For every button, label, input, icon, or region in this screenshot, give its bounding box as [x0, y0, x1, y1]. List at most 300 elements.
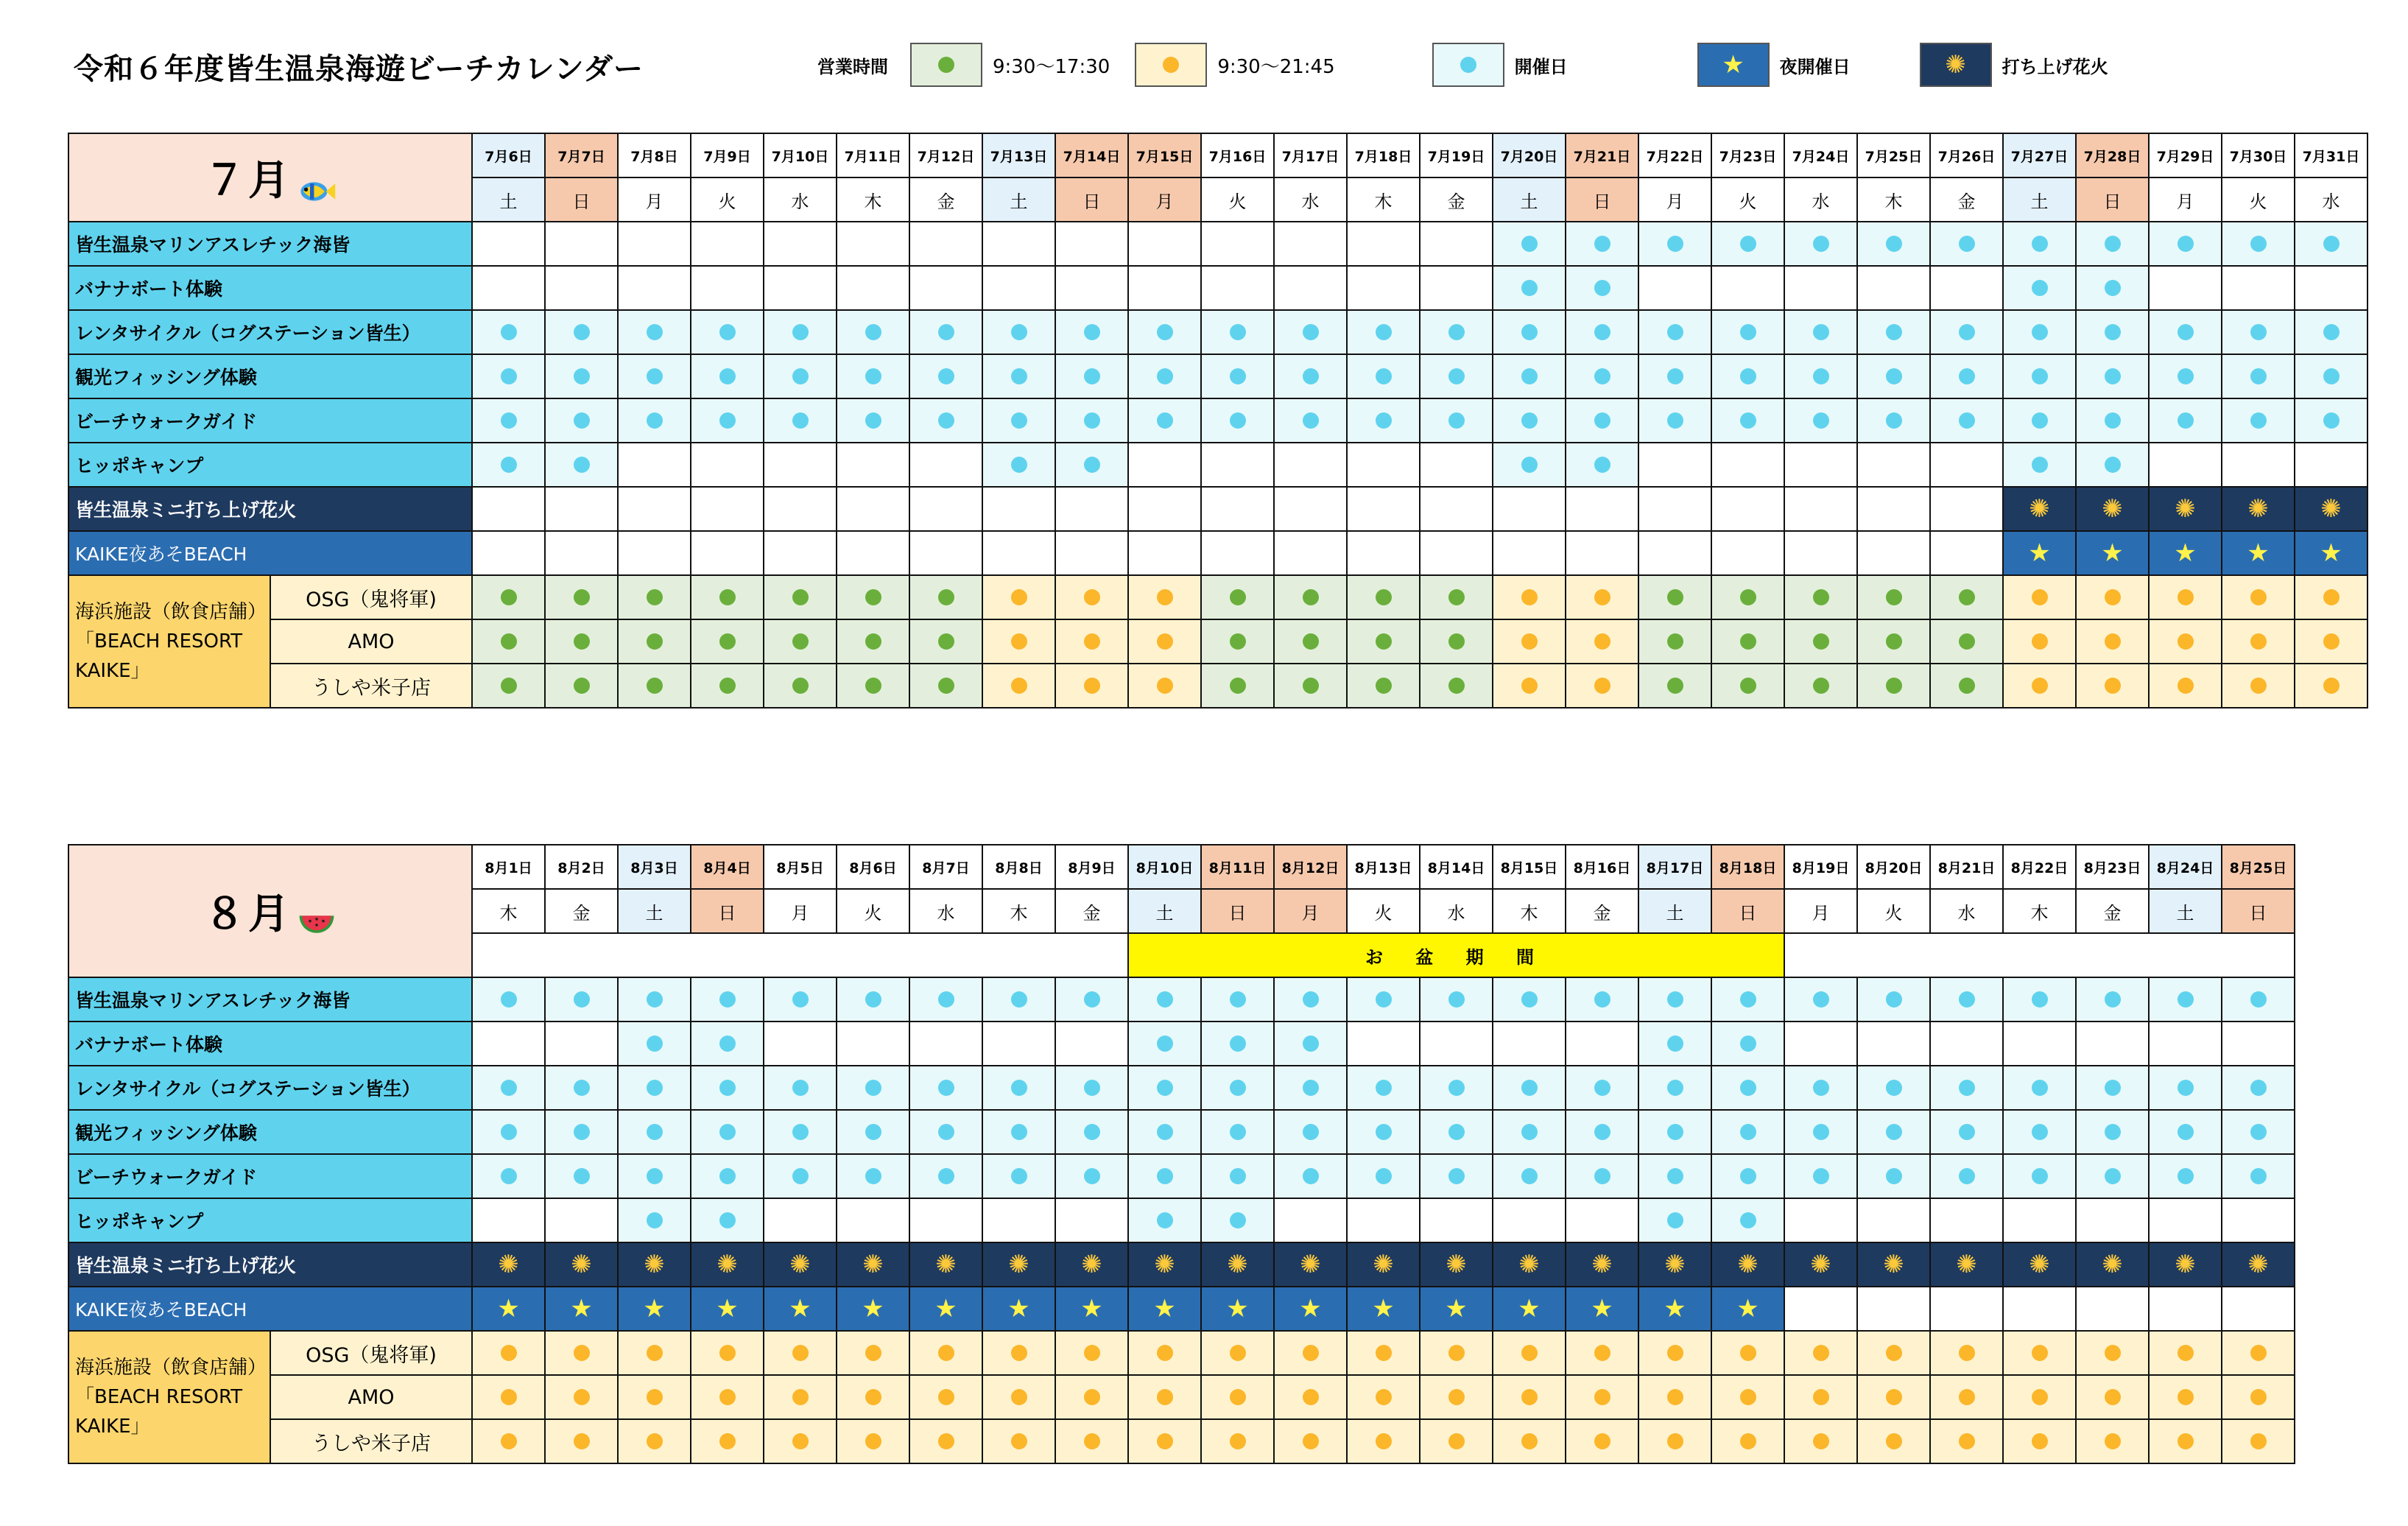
fireworks-cell: [1930, 487, 2003, 531]
hours-cell: [691, 619, 764, 664]
weekday-cell: 月: [764, 889, 837, 933]
hours-cell: [1930, 1419, 2003, 1463]
firework-icon: ✺: [862, 1250, 884, 1279]
activity-cell: [1638, 222, 1711, 266]
star-icon: ★: [1591, 1294, 1613, 1323]
orange-dot-icon: [1084, 1345, 1100, 1361]
fireworks-cell: [1566, 487, 1638, 531]
activity-row: [68, 354, 2367, 398]
hours-cell: [545, 1331, 618, 1375]
open-dot-icon: [1448, 368, 1465, 384]
fireworks-cell: [764, 487, 837, 531]
hours-cell: [1711, 1375, 1784, 1419]
open-dot-icon: [719, 1124, 736, 1140]
hours-cell: [909, 619, 982, 664]
hours-cell: [1128, 1375, 1201, 1419]
legend-green-time: 9:30〜17:30: [993, 55, 1110, 78]
hours-cell: [545, 1419, 618, 1463]
green-dot-icon: [1448, 633, 1465, 650]
open-dot-icon: [1594, 324, 1610, 340]
open-dot-icon: [2105, 1168, 2121, 1184]
night-cell: [982, 1287, 1055, 1331]
night-cell: [909, 531, 982, 575]
open-dot-icon: [2105, 1124, 2121, 1140]
open-dot-icon: [1594, 457, 1610, 473]
weekday-cell: 土: [2149, 889, 2222, 933]
activity-label: レンタサイクル（コグステーション皆生）: [68, 310, 472, 354]
activity-cell: [472, 1110, 545, 1154]
activity-cell: [2149, 222, 2222, 266]
activity-cell: [1930, 1110, 2003, 1154]
orange-dot-icon: [1157, 1345, 1173, 1361]
activity-cell: [1493, 398, 1566, 443]
hours-cell: [2076, 1375, 2149, 1419]
open-dot-icon: [2105, 324, 2121, 340]
facility-label: 海浜施設（飲食店舗）「BEACH RESORT KAIKE」: [68, 575, 270, 708]
open-dot-icon: [865, 324, 881, 340]
night-cell: [1711, 531, 1784, 575]
firework-icon: ✺: [2102, 494, 2123, 524]
activity-cell: [764, 222, 837, 266]
night-cell: [2222, 531, 2295, 575]
open-dot-icon: [1813, 368, 1829, 384]
date-cell: 8月15日: [1493, 845, 1566, 889]
hours-cell: [1784, 664, 1857, 708]
weekday-cell: 日: [1201, 889, 1274, 933]
open-dot-icon: [2178, 368, 2194, 384]
activity-cell: [1347, 310, 1420, 354]
firework-icon: ✺: [2175, 1250, 2196, 1279]
date-cell: 7月31日: [2295, 133, 2367, 177]
open-dot-icon: [1594, 236, 1610, 252]
firework-icon: ✺: [1008, 1250, 1029, 1279]
star-icon: ★: [862, 1294, 884, 1323]
activity-cell: [1857, 222, 1930, 266]
activity-cell: [1128, 354, 1201, 398]
hours-cell: [1566, 619, 1638, 664]
open-dot-icon: [2032, 457, 2048, 473]
green-dot-icon: [1813, 633, 1829, 650]
open-dot-icon: [865, 1080, 881, 1096]
activity-cell: [1857, 443, 1930, 487]
activity-cell: [1055, 398, 1128, 443]
open-dot-icon: [938, 991, 954, 1008]
hours-cell: [764, 1375, 837, 1419]
date-cell: 8月10日: [1128, 845, 1201, 889]
activity-cell: [982, 266, 1055, 310]
orange-dot-icon: [1157, 633, 1173, 650]
july-calendar-table: [68, 133, 2368, 708]
open-dot-icon: [1521, 1080, 1538, 1096]
activity-cell: [1055, 977, 1128, 1022]
activity-cell: [1274, 354, 1347, 398]
hours-cell: [1201, 619, 1274, 664]
orange-dot-icon: [2250, 678, 2267, 694]
activity-cell: [1566, 1198, 1638, 1242]
open-dot-icon: [1448, 324, 1465, 340]
activity-cell: [1638, 398, 1711, 443]
firework-icon: ✺: [2102, 1250, 2123, 1279]
activity-cell: [2003, 398, 2076, 443]
open-dot-icon: [647, 1168, 663, 1184]
hours-cell: [1201, 575, 1274, 619]
orange-dot-icon: [1011, 1433, 1027, 1449]
activity-cell: [1638, 354, 1711, 398]
open-dot-icon: [1376, 324, 1392, 340]
orange-dot-icon: [938, 1433, 954, 1449]
activity-cell: [1055, 1154, 1128, 1198]
activity-cell: [1128, 222, 1201, 266]
activity-cell: [1638, 1066, 1711, 1110]
open-dot-icon: [1740, 1036, 1756, 1052]
activity-cell: [1857, 1154, 1930, 1198]
activity-cell: [1566, 354, 1638, 398]
fireworks-cell: [1128, 1242, 1201, 1287]
weekday-cell: 金: [1420, 177, 1493, 222]
orange-dot-icon: [1813, 1345, 1829, 1361]
fireworks-cell: [1055, 487, 1128, 531]
hours-cell: [1493, 1375, 1566, 1419]
activity-cell: [545, 266, 618, 310]
open-dot-icon: [719, 1212, 736, 1228]
date-cell: 7月29日: [2149, 133, 2222, 177]
open-dot-icon: [1230, 1036, 1246, 1052]
activity-cell: [1784, 398, 1857, 443]
orange-dot-icon: [1521, 1389, 1538, 1405]
activity-cell: [1638, 1154, 1711, 1198]
activity-label: バナナボート体験: [68, 266, 472, 310]
orange-dot-icon: [1157, 1389, 1173, 1405]
orange-dot-icon: [792, 1345, 809, 1361]
hours-cell: [472, 664, 545, 708]
open-dot-icon: [1740, 324, 1756, 340]
open-dot-icon: [1376, 991, 1392, 1008]
activity-label: ビーチウォークガイド: [68, 1154, 472, 1198]
activity-cell: [1711, 266, 1784, 310]
open-dot-icon: [2032, 324, 2048, 340]
open-dot-icon: [1521, 412, 1538, 429]
fireworks-row: [68, 1242, 2295, 1287]
night-row: [68, 531, 2367, 575]
activity-cell: [1420, 1110, 1493, 1154]
night-label: KAIKE夜あそBEACH: [68, 531, 472, 575]
night-cell: [982, 531, 1055, 575]
activity-cell: [2222, 266, 2295, 310]
open-dot-icon: [792, 1124, 809, 1140]
open-dot-icon: [719, 324, 736, 340]
activity-cell: [1857, 310, 1930, 354]
night-cell: [472, 1287, 545, 1331]
activity-cell: [1930, 398, 2003, 443]
open-dot-icon: [2105, 236, 2121, 252]
weekday-cell: 金: [909, 177, 982, 222]
hours-cell: [1566, 1419, 1638, 1463]
activity-cell: [691, 354, 764, 398]
open-dot-icon: [1011, 991, 1027, 1008]
open-dot-icon: [2105, 991, 2121, 1008]
activity-cell: [691, 1110, 764, 1154]
orange-dot-icon: [1667, 1433, 1683, 1449]
hours-cell: [1566, 664, 1638, 708]
orange-dot-icon: [719, 1345, 736, 1361]
activity-cell: [1347, 354, 1420, 398]
hours-cell: [1201, 664, 1274, 708]
orange-dot-icon: [2250, 1389, 2267, 1405]
fireworks-cell: [691, 1242, 764, 1287]
hours-cell: [1784, 575, 1857, 619]
hours-cell: [691, 1331, 764, 1375]
hours-cell: [1347, 1419, 1420, 1463]
night-cell: [1128, 531, 1201, 575]
orange-dot-icon: [2105, 589, 2121, 605]
green-dot-icon: [1959, 633, 1975, 650]
hours-cell: [837, 575, 909, 619]
hours-cell: [1711, 575, 1784, 619]
activity-cell: [2076, 222, 2149, 266]
night-cell: [472, 531, 545, 575]
activity-cell: [1711, 398, 1784, 443]
activity-cell: [982, 977, 1055, 1022]
green-dot-icon: [938, 678, 954, 694]
activity-cell: [1930, 443, 2003, 487]
activity-cell: [1784, 310, 1857, 354]
orange-dot-icon: [865, 1433, 881, 1449]
orange-dot-icon: [501, 1345, 517, 1361]
activity-cell: [909, 398, 982, 443]
fireworks-cell: [1711, 1242, 1784, 1287]
activity-cell: [1711, 977, 1784, 1022]
activity-cell: [1420, 1154, 1493, 1198]
hours-cell: [2003, 575, 2076, 619]
open-dot-icon: [2178, 324, 2194, 340]
star-icon: ★: [1445, 1294, 1468, 1323]
activity-cell: [691, 1154, 764, 1198]
weekday-cell: 火: [1347, 889, 1420, 933]
fireworks-cell: [837, 487, 909, 531]
green-dot-icon: [647, 678, 663, 694]
activity-row: [68, 1154, 2295, 1198]
hours-cell: [1638, 1375, 1711, 1419]
night-cell: [1347, 531, 1420, 575]
fireworks-cell: [545, 487, 618, 531]
hours-cell: [2076, 575, 2149, 619]
activity-cell: [1274, 1022, 1347, 1066]
hours-cell: [2295, 619, 2367, 664]
open-dot-icon: [2032, 236, 2048, 252]
activity-cell: [2003, 1198, 2076, 1242]
shop-row: [68, 1375, 2295, 1419]
orange-dot-icon: [1011, 1345, 1027, 1361]
fireworks-cell: [1274, 1242, 1347, 1287]
hours-cell: [1930, 1375, 2003, 1419]
green-dot-icon: [1230, 633, 1246, 650]
open-dot-icon: [1084, 991, 1100, 1008]
activity-cell: [1566, 977, 1638, 1022]
green-dot-icon: [792, 633, 809, 650]
green-dot-icon: [1959, 678, 1975, 694]
hours-cell: [837, 1331, 909, 1375]
hours-cell: [1055, 619, 1128, 664]
fireworks-row: [68, 487, 2367, 531]
weekday-cell: 火: [837, 889, 909, 933]
hours-cell: [1055, 664, 1128, 708]
date-cell: 7月17日: [1274, 133, 1347, 177]
open-dot-icon: [2105, 457, 2121, 473]
hours-cell: [1201, 1419, 1274, 1463]
hours-cell: [909, 1419, 982, 1463]
activity-cell: [472, 398, 545, 443]
activity-cell: [618, 443, 691, 487]
hours-cell: [1420, 575, 1493, 619]
activity-cell: [1930, 354, 2003, 398]
fireworks-cell: [1201, 487, 1274, 531]
fireworks-cell: [691, 487, 764, 531]
hours-cell: [1128, 1419, 1201, 1463]
open-dot-icon: [865, 991, 881, 1008]
orange-dot-icon: [1303, 1389, 1319, 1405]
legend-open-box: [1432, 43, 1504, 87]
open-dot-icon: [1084, 368, 1100, 384]
activity-cell: [1566, 443, 1638, 487]
activity-cell: [472, 977, 545, 1022]
star-icon: ★: [1722, 50, 1745, 80]
activity-cell: [1274, 1110, 1347, 1154]
night-cell: [837, 531, 909, 575]
activity-cell: [1347, 977, 1420, 1022]
hours-cell: [1857, 575, 1930, 619]
fireworks-cell: [1857, 1242, 1930, 1287]
orange-dot-icon: [2105, 1345, 2121, 1361]
hours-cell: [2222, 619, 2295, 664]
date-cell: 7月16日: [1201, 133, 1274, 177]
star-icon: ★: [1007, 1294, 1030, 1323]
open-dot-icon: [1521, 991, 1538, 1008]
open-dot-icon: [1740, 1212, 1756, 1228]
green-dot-icon: [938, 589, 954, 605]
open-dot-icon: [1011, 457, 1027, 473]
hours-cell: [2076, 619, 2149, 664]
open-dot-icon: [1886, 368, 1902, 384]
night-cell: [1784, 1287, 1857, 1331]
open-dot-icon: [1594, 1168, 1610, 1184]
date-cell: 7月23日: [1711, 133, 1784, 177]
hours-cell: [472, 619, 545, 664]
firework-icon: ✺: [1883, 1250, 1904, 1279]
activity-cell: [1347, 1198, 1420, 1242]
open-dot-icon: [1448, 412, 1465, 429]
activity-cell: [1493, 222, 1566, 266]
activity-cell: [1055, 1198, 1128, 1242]
hours-cell: [1128, 664, 1201, 708]
date-cell: 7月12日: [909, 133, 982, 177]
open-dot-icon: [1740, 1080, 1756, 1096]
activity-cell: [837, 222, 909, 266]
open-dot-icon: [1886, 991, 1902, 1008]
activity-row: [68, 443, 2367, 487]
fireworks-cell: [618, 487, 691, 531]
green-dot-icon: [1303, 678, 1319, 694]
activity-cell: [837, 1198, 909, 1242]
open-dot-icon: [574, 1168, 590, 1184]
hours-cell: [982, 1419, 1055, 1463]
activity-label: レンタサイクル（コグステーション皆生）: [68, 1066, 472, 1110]
hours-cell: [1493, 664, 1566, 708]
orange-dot-icon: [2323, 589, 2340, 605]
orange-dot-icon: [938, 1389, 954, 1405]
hours-cell: [1420, 664, 1493, 708]
orange-dot-icon: [1448, 1433, 1465, 1449]
orange-dot-icon: [2250, 633, 2267, 650]
obon-empty-cell: [1784, 933, 2295, 977]
activity-cell: [1055, 1110, 1128, 1154]
orange-dot-icon: [1667, 1389, 1683, 1405]
open-dot-icon: [1303, 991, 1319, 1008]
hours-cell: [1493, 1419, 1566, 1463]
open-dot-icon: [719, 412, 736, 429]
activity-cell: [1347, 443, 1420, 487]
fireworks-cell: [909, 487, 982, 531]
night-cell: [2149, 1287, 2222, 1331]
orange-dot-icon: [1448, 1389, 1465, 1405]
activity-cell: [1201, 977, 1274, 1022]
green-dot-icon: [1667, 678, 1683, 694]
open-dot-icon: [574, 991, 590, 1008]
date-cell: 7月14日: [1055, 133, 1128, 177]
open-dot-icon: [1303, 412, 1319, 429]
activity-cell: [1420, 398, 1493, 443]
activity-cell: [1638, 310, 1711, 354]
weekday-cell: 日: [2222, 889, 2295, 933]
activity-cell: [1128, 977, 1201, 1022]
green-dot-icon: [1667, 589, 1683, 605]
activity-cell: [909, 1198, 982, 1242]
open-dot-icon: [1448, 991, 1465, 1008]
orange-dot-icon: [1084, 678, 1100, 694]
open-dot-icon: [719, 368, 736, 384]
open-dot-icon: [1157, 368, 1173, 384]
night-cell: [1201, 531, 1274, 575]
open-dot-icon: [1886, 236, 1902, 252]
open-dot-icon: [1886, 412, 1902, 429]
hours-cell: [1347, 1331, 1420, 1375]
star-icon: ★: [643, 1294, 666, 1323]
star-icon: ★: [1226, 1294, 1249, 1323]
green-dot-icon: [1886, 633, 1902, 650]
firework-icon: ✺: [935, 1250, 957, 1279]
open-dot-icon: [2178, 412, 2194, 429]
open-dot-icon: [938, 1168, 954, 1184]
open-dot-icon: [1594, 280, 1610, 296]
activity-cell: [2076, 354, 2149, 398]
open-dot-icon: [1959, 991, 1975, 1008]
weekday-cell: 木: [982, 889, 1055, 933]
activity-cell: [1420, 1198, 1493, 1242]
activity-cell: [618, 1154, 691, 1198]
activity-cell: [1638, 1110, 1711, 1154]
fireworks-cell: [2222, 487, 2295, 531]
night-cell: [618, 1287, 691, 1331]
night-cell: [1711, 1287, 1784, 1331]
green-dot-icon: [1448, 589, 1465, 605]
orange-dot-icon: [1959, 1433, 1975, 1449]
firework-icon: ✺: [1227, 1250, 1248, 1279]
fireworks-cell: [1420, 1242, 1493, 1287]
open-dot-icon: [2032, 412, 2048, 429]
activity-cell: [764, 1154, 837, 1198]
hours-cell: [472, 1331, 545, 1375]
activity-cell: [1420, 1066, 1493, 1110]
open-dot-icon: [2250, 236, 2267, 252]
